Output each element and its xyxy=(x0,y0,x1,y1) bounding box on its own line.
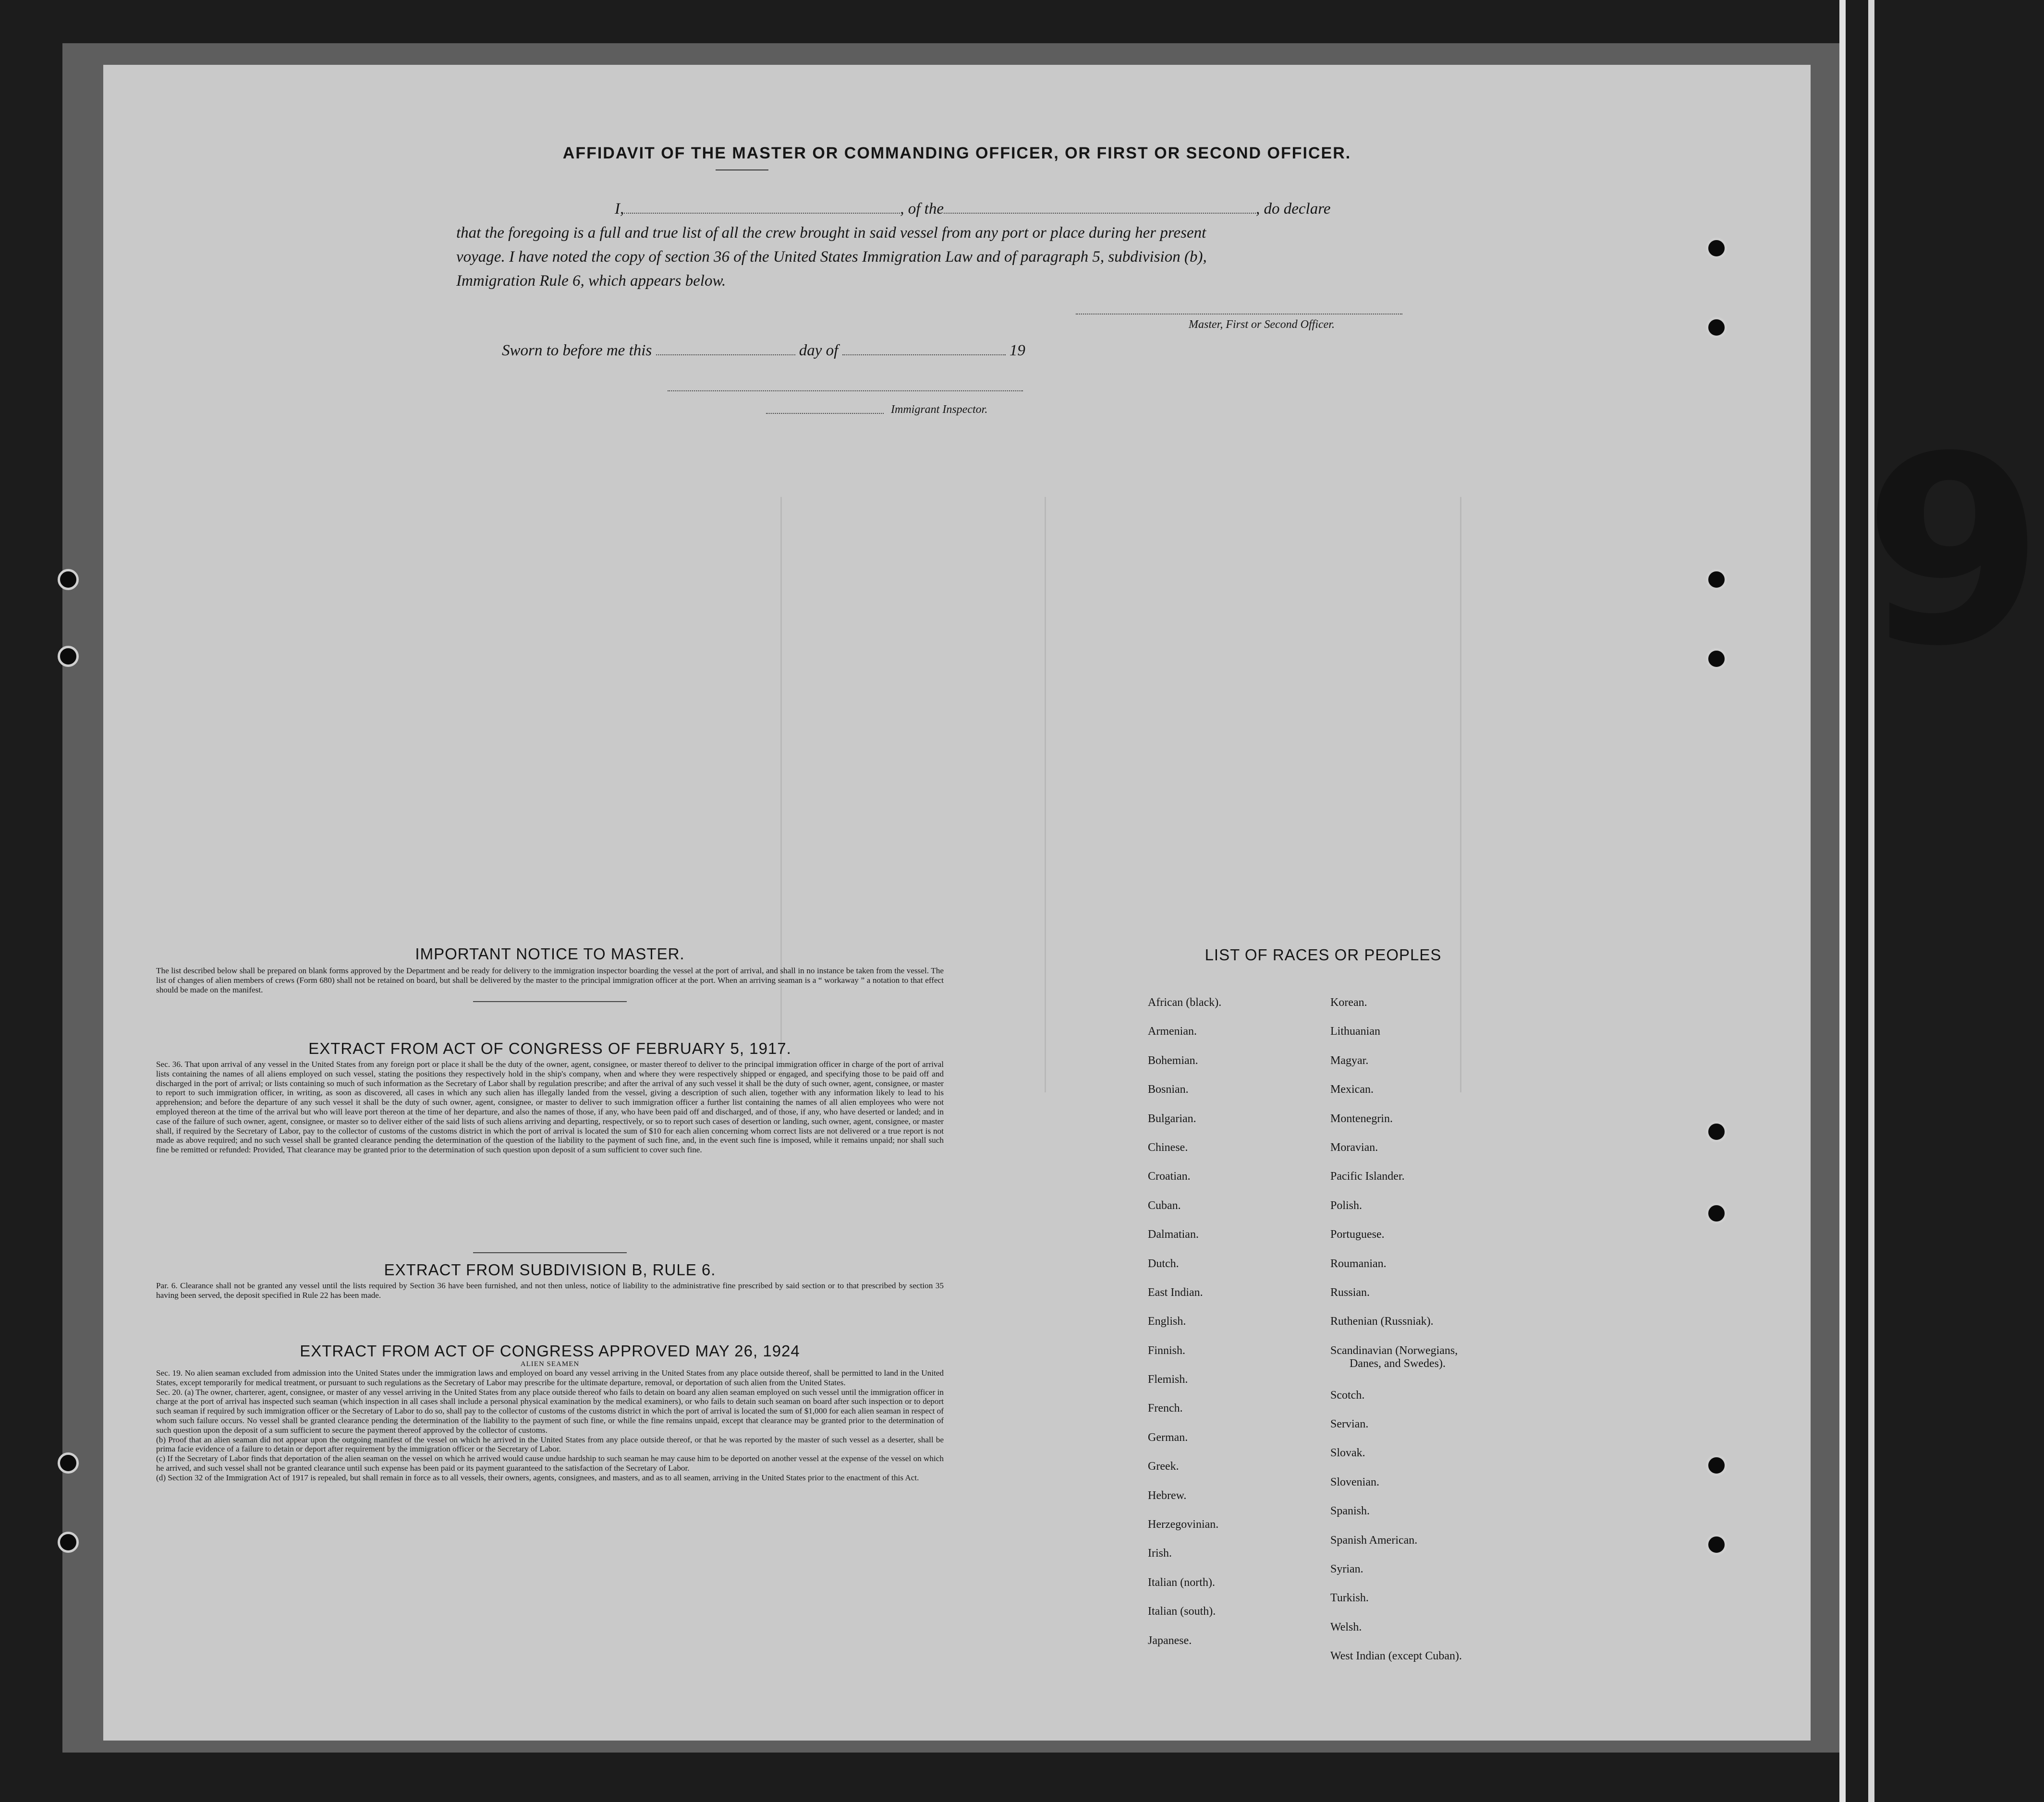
race-item: East Indian. xyxy=(1148,1286,1203,1299)
signature-label: Master, First or Second Officer. xyxy=(1189,318,1335,331)
race-item: Finnish. xyxy=(1148,1344,1186,1357)
race-item: Magyar. xyxy=(1330,1054,1369,1067)
race-item: Greek. xyxy=(1148,1460,1179,1473)
race-item: Moravian. xyxy=(1330,1141,1378,1154)
race-item: Japanese. xyxy=(1148,1634,1192,1647)
extract-rule-6-text: Par. 6. Clearance shall not be granted any vessel until the lists required by Section 36 have been furnished, and not then unless, notice of liability to the administrative fine prescribed by said section or to that prescribed by section 35 having been served, the deposit specified in Rule 22 has been made. xyxy=(156,1281,944,1300)
extract-1917-title: EXTRACT FROM ACT OF CONGRESS OF FEBRUARY 5, 1917. xyxy=(308,1040,791,1057)
race-item: Turkish. xyxy=(1330,1592,1369,1605)
name-field[interactable] xyxy=(624,198,900,214)
race-item: Portuguese. xyxy=(1330,1228,1385,1241)
declaration-line-1 xyxy=(456,197,1513,221)
race-item: Russian. xyxy=(1330,1286,1370,1299)
inspector-signature-field[interactable] xyxy=(668,390,1023,391)
important-notice xyxy=(156,945,944,1002)
race-item: Dalmatian. xyxy=(1148,1228,1199,1241)
race-item: West Indian (except Cuban). xyxy=(1330,1650,1462,1663)
race-item: Servian. xyxy=(1330,1418,1369,1431)
race-item: Mexican. xyxy=(1330,1083,1374,1096)
section-divider xyxy=(473,1252,627,1253)
race-item: Slovenian. xyxy=(1330,1475,1379,1488)
year-text: 19 xyxy=(1009,342,1025,359)
punch-hole-icon xyxy=(1706,1534,1727,1555)
extract-1924 xyxy=(156,1342,944,1483)
bleed-through-rule xyxy=(1045,497,1046,1092)
edge-strip xyxy=(1868,0,1874,1802)
punch-hole-icon xyxy=(1706,648,1727,669)
race-item: Korean. xyxy=(1330,996,1367,1009)
declaration-of-the: , of the xyxy=(900,200,944,218)
race-item-continued: Danes, and Swedes). xyxy=(1350,1357,1446,1370)
declaration-text xyxy=(456,197,1513,293)
declaration-line-2: that the foregoing is a full and true list of all the crew brought in said vessel from any port or place during her present xyxy=(456,224,1206,242)
race-item: Polish. xyxy=(1330,1199,1363,1212)
races-left-column xyxy=(1148,996,1221,1663)
title-rule xyxy=(716,169,768,170)
punch-hole-icon xyxy=(1706,1203,1727,1224)
race-item: African (black). xyxy=(1148,996,1222,1009)
race-item: Flemish. xyxy=(1148,1373,1188,1386)
sworn-line xyxy=(502,340,1025,360)
races-title: LIST OF RACES OR PEOPLES xyxy=(1204,946,1442,964)
section-divider xyxy=(473,1001,627,1002)
race-item: Italian (north). xyxy=(1148,1576,1215,1589)
race-item: Irish. xyxy=(1148,1547,1172,1560)
declaration-line-4: Immigration Rule 6, which appears below. xyxy=(456,272,726,290)
declaration-line-3: voyage. I have noted the copy of section 36 of the United States Immigration Law and of paragraph 5, subdivision (b), xyxy=(456,248,1207,266)
extract-rule-6 xyxy=(156,1252,944,1300)
day-of-text: day of xyxy=(799,342,839,359)
vessel-field[interactable] xyxy=(944,198,1256,214)
sec-20a-text: Sec. 20. (a) The owner, charterer, agent, consignee, or master of any vessel arriving in the United States from any place outside thereof who fails to detain on board any alien seaman employed on such vessel until the immigration officer in charge at the port of arrival has inspected such seaman (which inspection in all cases shall include a personal physical examination by the medical examiners), or who fails to detain such seaman on board after such inspection or to deport such seaman if required by such immigration officer or the Secretary of Labor to do so, shall pay to the collector of customs of the customs district in which the port of arrival is located the sum of $1,000 for each alien seaman in respect of whom such failure occurs. No vessel shall be granted clearance pending the determination of the liability to the payment of such fine, or while the fine remains unpaid, except that clearance may be granted prior to the determination of such question upon the deposit of a sum sufficient to secure the payment thereof approved by the collector of customs. xyxy=(156,1387,944,1435)
race-item: Chinese. xyxy=(1148,1141,1188,1154)
sec-20b-text: (b) Proof that an alien seaman did not appear upon the outgoing manifest of the vessel on which he arrived in the United States from any place outside thereof, or that he was reported by the master of such vessel as a deserter, shall be prima facie evidence of a failure to detain or deport after requirement by the immigration officer or the Secretary of Labor. xyxy=(156,1435,944,1454)
race-item: Slovak. xyxy=(1330,1447,1365,1460)
race-item-scandinavian xyxy=(1330,1344,1462,1389)
race-item: French. xyxy=(1148,1402,1183,1415)
race-item: Armenian. xyxy=(1148,1025,1197,1038)
sworn-text: Sworn to before me this xyxy=(502,342,652,359)
declaration-do-declare: , do declare xyxy=(1255,200,1331,218)
inspector-label: Immigrant Inspector. xyxy=(891,403,988,416)
inspector-dotted-line xyxy=(766,413,884,414)
races-right-column xyxy=(1330,996,1462,1679)
edge-strip xyxy=(1839,0,1846,1802)
notice-title: IMPORTANT NOTICE TO MASTER. xyxy=(415,945,685,963)
race-item: Syrian. xyxy=(1330,1563,1363,1576)
race-item: Ruthenian (Russniak). xyxy=(1330,1315,1434,1328)
race-item: Bulgarian. xyxy=(1148,1112,1196,1125)
race-item: Croatian. xyxy=(1148,1170,1191,1183)
affidavit-title: AFFIDAVIT OF THE MASTER OR COMMANDING OFFICER, OR FIRST OR SECOND OFFICER. xyxy=(562,144,1351,162)
sworn-month-field[interactable] xyxy=(842,340,1006,355)
race-item: German. xyxy=(1148,1431,1188,1444)
race-item: Lithuanian xyxy=(1330,1025,1380,1038)
race-item: Bohemian. xyxy=(1148,1054,1198,1067)
punch-hole-icon xyxy=(1706,569,1727,590)
race-item: Spanish. xyxy=(1330,1505,1370,1518)
punch-hole-icon xyxy=(1706,1121,1727,1142)
race-item: Scotch. xyxy=(1330,1389,1365,1402)
punch-hole-icon xyxy=(1706,238,1727,259)
sec-19-text: Sec. 19. No alien seaman excluded from admission into the United States under the immigration laws and employed on board any vessel arriving in the United States from any place outside thereof, shall be permitted to land in the United States, except temporarily for medical treatment, or pursuant to such regulations as the Secretary of Labor may prescribe for the ultimate departure, removal, or deportation of such alien from the United States. xyxy=(156,1368,944,1387)
race-item: Herzegovinian. xyxy=(1148,1518,1219,1531)
extract-rule-6-title: EXTRACT FROM SUBDIVISION B, RULE 6. xyxy=(384,1261,716,1279)
race-item: Cuban. xyxy=(1148,1199,1181,1212)
race-item: Pacific Islander. xyxy=(1330,1170,1405,1183)
punch-hole-icon xyxy=(58,1532,79,1553)
punch-hole-icon xyxy=(58,646,79,667)
handwritten-mark: 9 xyxy=(1863,401,2044,703)
sec-20c-text: (c) If the Secretary of Labor finds that deportation of the alien seaman on the vessel on which he arrived would cause undue hardship to such seaman he may cause him to be deported on another vessel at the expense of the vessel on which he arrived, and such vessel shall not be granted clearance until such expense has been paid or its payment guaranteed to the satisfaction of the Secretary of Labor. xyxy=(156,1454,944,1473)
declaration-i: I, xyxy=(615,200,624,218)
race-item: Italian (south). xyxy=(1148,1605,1216,1618)
race-item: Montenegrin. xyxy=(1330,1112,1393,1125)
race-item: Bosnian. xyxy=(1148,1083,1189,1096)
sec-20d-text: (d) Section 32 of the Immigration Act of 1917 is repealed, but shall remain in force as to all vessels, their owners, agents, consignees, and masters, and as to all seamen, arriving in the United States prior to the enactment of this Act. xyxy=(156,1473,919,1482)
extract-1917 xyxy=(156,1040,944,1155)
race-item: Dutch. xyxy=(1148,1257,1179,1270)
sworn-day-field[interactable] xyxy=(656,340,795,355)
extract-1924-subtitle: ALIEN SEAMEN xyxy=(520,1360,580,1368)
race-item: Roumanian. xyxy=(1330,1257,1387,1270)
race-item: Scandinavian (Norwegians, xyxy=(1330,1344,1458,1357)
punch-hole-icon xyxy=(1706,317,1727,338)
race-item: English. xyxy=(1148,1315,1186,1328)
race-item: Spanish American. xyxy=(1330,1534,1418,1547)
extract-1924-title: EXTRACT FROM ACT OF CONGRESS APPROVED MAY 26, 1924 xyxy=(300,1342,800,1360)
bleed-through-rule xyxy=(780,497,782,1092)
form-page xyxy=(103,65,1811,1741)
notice-text: The list described below shall be prepared on blank forms approved by the Department and be ready for delivery to the immigration inspector boarding the vessel at the port of arrival, and shall in no instance be taken from the vessel. The list of changes of alien members of crews (Form 680) shall not be retained on board, but shall be delivered by the master to the principal immigration officer at the port. When an arriving seaman is a “ workaway ” a notation to that effect should be made on the manifest. xyxy=(156,966,944,994)
punch-hole-icon xyxy=(58,1452,79,1474)
race-item: Hebrew. xyxy=(1148,1489,1187,1502)
punch-hole-icon xyxy=(1706,1455,1727,1476)
extract-1917-text: Sec. 36. That upon arrival of any vessel in the United States from any foreign port or place it shall be the duty of the owner, agent, consignee, or master thereof to deliver to the principal immigration officer in charge of the port of arrival lists containing the names of all aliens employed on such vessel, stating the positions they respectively hold in the ship's company, when and where they were respectively shipped or engaged, and specifying those to be paid off and discharged in the port of arrival; or lists containing so much of such information as the Secretary of Labor shall by regulation prescribe; and after the arrival of any such vessel it shall be the duty of such owner, agent, consignee, or master to report to such immigration officer, in writing, as soon as discovered, all cases in which any such alien has illegally landed from the vessel, giving a description of such alien, together with any information likely to lead to his apprehension; and before the departure of any such vessel it shall be the duty of such owner, agent, consignee, or master to deliver to such immigration officer a further list containing the names of all alien employees who were not employed thereon at the time of the arrival but who will leave port thereon at the time of her departure, and also the names of those, if any, who have been paid off and discharged, and of those, if any, who have deserted or landed; and in case of the failure of such owner, agent, consignee, or master so to deliver either of the said lists of such aliens arriving and departing, respectively, or so to report such cases of desertion or landing, such owner, agent, consignee, or master shall, if required by the Secretary of Labor, pay to the collector of customs of the customs district in which the port of arrival is located the sum of $10 for each alien concerning whom correct lists are not delivered or a true report is not made as above required; and no such vessel shall be granted clearance pending the determination of the question of the liability to the payment of such fine, and, in the event such fine is imposed, while it remains unpaid; nor shall such fine be remitted or refunded: Provided, That clearance may be granted prior to the determination of such question upon deposit of a sum sufficient to cover such fine. xyxy=(156,1060,944,1155)
punch-hole-icon xyxy=(58,569,79,590)
race-item: Welsh. xyxy=(1330,1621,1362,1633)
